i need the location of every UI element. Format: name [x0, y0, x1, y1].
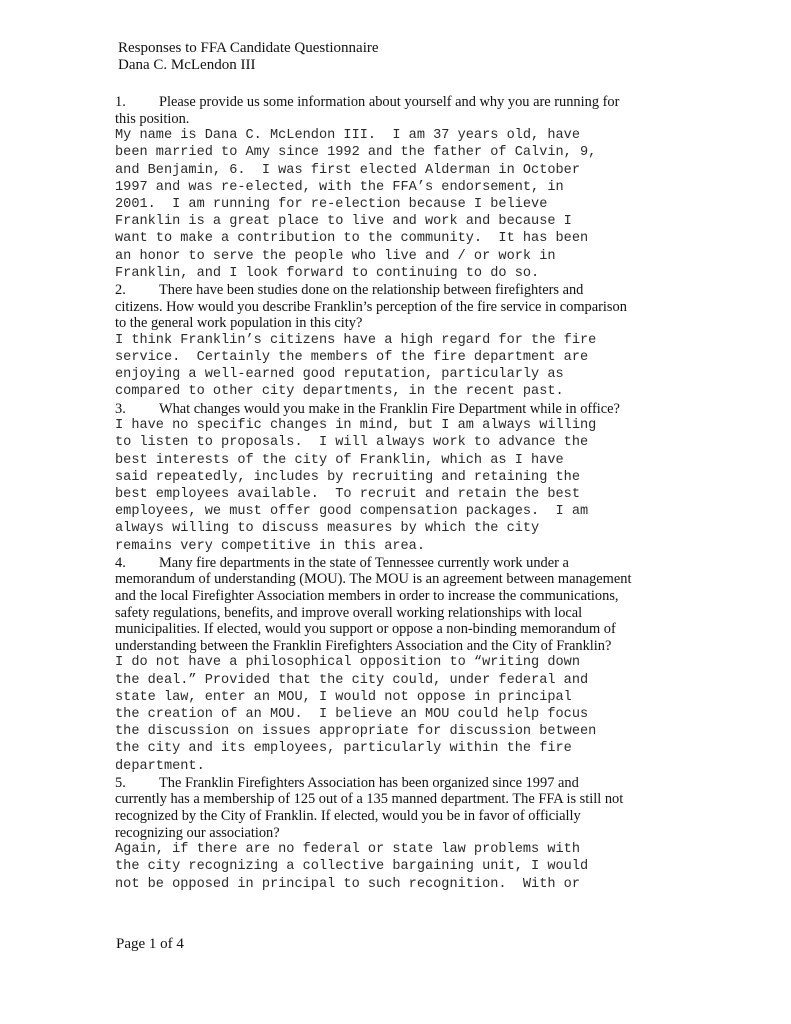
- answer-line: Franklin is a great place to live and work and because I: [115, 214, 572, 230]
- question-section: [115, 282, 675, 401]
- question-text: There have been studies done on the relationship between firefighters and: [159, 282, 584, 299]
- question-text: recognizing our association?: [115, 824, 280, 841]
- answer-line: best employees available. To recruit and retain the best: [115, 487, 580, 503]
- question-text: The Franklin Firefighters Association has been organized since 1997 and: [159, 774, 579, 791]
- question-text: recognized by the City of Franklin. If elected, would you be in favor of officially: [115, 808, 581, 824]
- answer-line: the creation of an MOU. I believe an MOU could help focus: [115, 707, 589, 722]
- question-text: currently has a membership of 125 out of a 135 manned department. The FFA is still not: [115, 791, 624, 808]
- question-line: [115, 282, 675, 299]
- question-line: [115, 588, 675, 605]
- question-line: [115, 571, 675, 588]
- answer-line: always willing to discuss measures by which the city: [115, 521, 540, 537]
- question-section: [115, 401, 675, 555]
- question-line: [115, 299, 675, 316]
- answer-line: I think Franklin’s citizens have a high regard for the fire: [115, 332, 597, 348]
- answer-line: not be opposed in principal to such recognition. With or: [115, 876, 580, 892]
- document-header: [118, 40, 379, 74]
- question-text: to the general work population in this city?: [115, 315, 363, 332]
- question-text: and the local Firefighter Association members in order to increase the communications,: [115, 588, 619, 605]
- question-line: [115, 775, 675, 792]
- answer-line: to listen to proposals. I will always work to advance the: [115, 435, 589, 451]
- answer-line: best interests of the city of Franklin, which as I have: [115, 452, 564, 468]
- answer-line: the city and its employees, particularly within the fire: [115, 741, 572, 757]
- question-line: [115, 555, 675, 572]
- question-number: 4.: [115, 554, 126, 571]
- answer-line: compared to other city departments, in the recent past.: [115, 384, 564, 400]
- answer-line: the deal.” Provided that the city could, under federal and: [115, 672, 589, 688]
- answer-line: My name is Dana C. McLendon III. I am 37 years old, have: [115, 128, 580, 144]
- question-line: [115, 825, 675, 842]
- question-text: What changes would you make in the Franklin Fire Department while in office?: [159, 400, 620, 417]
- page-number: Page 1 of 4: [116, 936, 184, 952]
- answer-line: 2001. I am running for re-election because I believe: [115, 197, 548, 212]
- question-text: safety regulations, benefits, and improve overall working relationships with local: [115, 604, 583, 621]
- question-number: 1.: [115, 94, 126, 110]
- answer-line: remains very competitive in this area.: [115, 538, 425, 554]
- question-text: citizens. How would you describe Franklin’s perception of the fire service in comparison: [115, 298, 627, 315]
- answer-line: I have no specific changes in mind, but I am always willing: [115, 418, 597, 434]
- questionnaire-body: [115, 94, 675, 893]
- question-section: [115, 94, 675, 282]
- question-line: [115, 808, 675, 825]
- answer-line: the discussion on issues appropriate for discussion between: [115, 724, 597, 740]
- question-line: [115, 621, 675, 638]
- question-line: [115, 111, 675, 128]
- question-text: Please provide us some information about yourself and why you are running for: [159, 94, 620, 110]
- question-number: 2.: [115, 282, 126, 299]
- answer-line: the city recognizing a collective bargaining unit, I would: [115, 859, 589, 875]
- question-line: [115, 315, 675, 332]
- question-number: 3.: [115, 400, 126, 417]
- answer-line: I do not have a philosophical opposition to “writing down: [115, 655, 580, 671]
- answer-line: department.: [115, 758, 205, 774]
- answer-line: Franklin, and I look forward to continuing to do so.: [115, 265, 540, 281]
- question-section: [115, 555, 675, 775]
- question-line: [115, 605, 675, 622]
- answer-line: and Benjamin, 6. I was first elected Alderman in October: [115, 162, 580, 178]
- question-section: [115, 775, 675, 893]
- answer-line: enjoying a well-earned good reputation, particularly as: [115, 367, 564, 383]
- answer-line: said repeatedly, includes by recruiting and retaining the: [115, 469, 580, 485]
- question-text: memorandum of understanding (MOU). The MOU is an agreement between management: [115, 571, 632, 588]
- question-line: [115, 401, 675, 418]
- answer-line: 1997 and was re-elected, with the FFA’s endorsement, in: [115, 179, 564, 195]
- document-author: Dana C. McLendon III: [118, 57, 256, 73]
- answer-line: employees, we must offer good compensation packages. I am: [115, 504, 589, 520]
- question-text: understanding between the Franklin Firefighters Association and the City of Franklin?: [115, 637, 612, 654]
- question-text: Many fire departments in the state of Tennessee currently work under a: [159, 554, 569, 571]
- answer-line: state law, enter an MOU, I would not oppose in principal: [115, 689, 572, 705]
- answer-line: Again, if there are no federal or state law problems with: [115, 842, 580, 858]
- answer-line: want to make a contribution to the community. It has been: [115, 231, 589, 247]
- question-text: this position.: [115, 110, 190, 127]
- answer-line: been married to Amy since 1992 and the father of Calvin, 9,: [115, 145, 597, 161]
- answer-line: service. Certainly the members of the fire department are: [115, 350, 589, 365]
- question-text: municipalities. If elected, would you support or oppose a non-binding memorandum of: [115, 621, 616, 638]
- question-line: [115, 638, 675, 655]
- question-line: [115, 791, 675, 808]
- question-number: 5.: [115, 774, 126, 791]
- question-line: [115, 94, 675, 111]
- document-title: Responses to FFA Candidate Questionnaire: [118, 40, 379, 56]
- answer-line: an honor to serve the people who live and / or work in: [115, 248, 556, 264]
